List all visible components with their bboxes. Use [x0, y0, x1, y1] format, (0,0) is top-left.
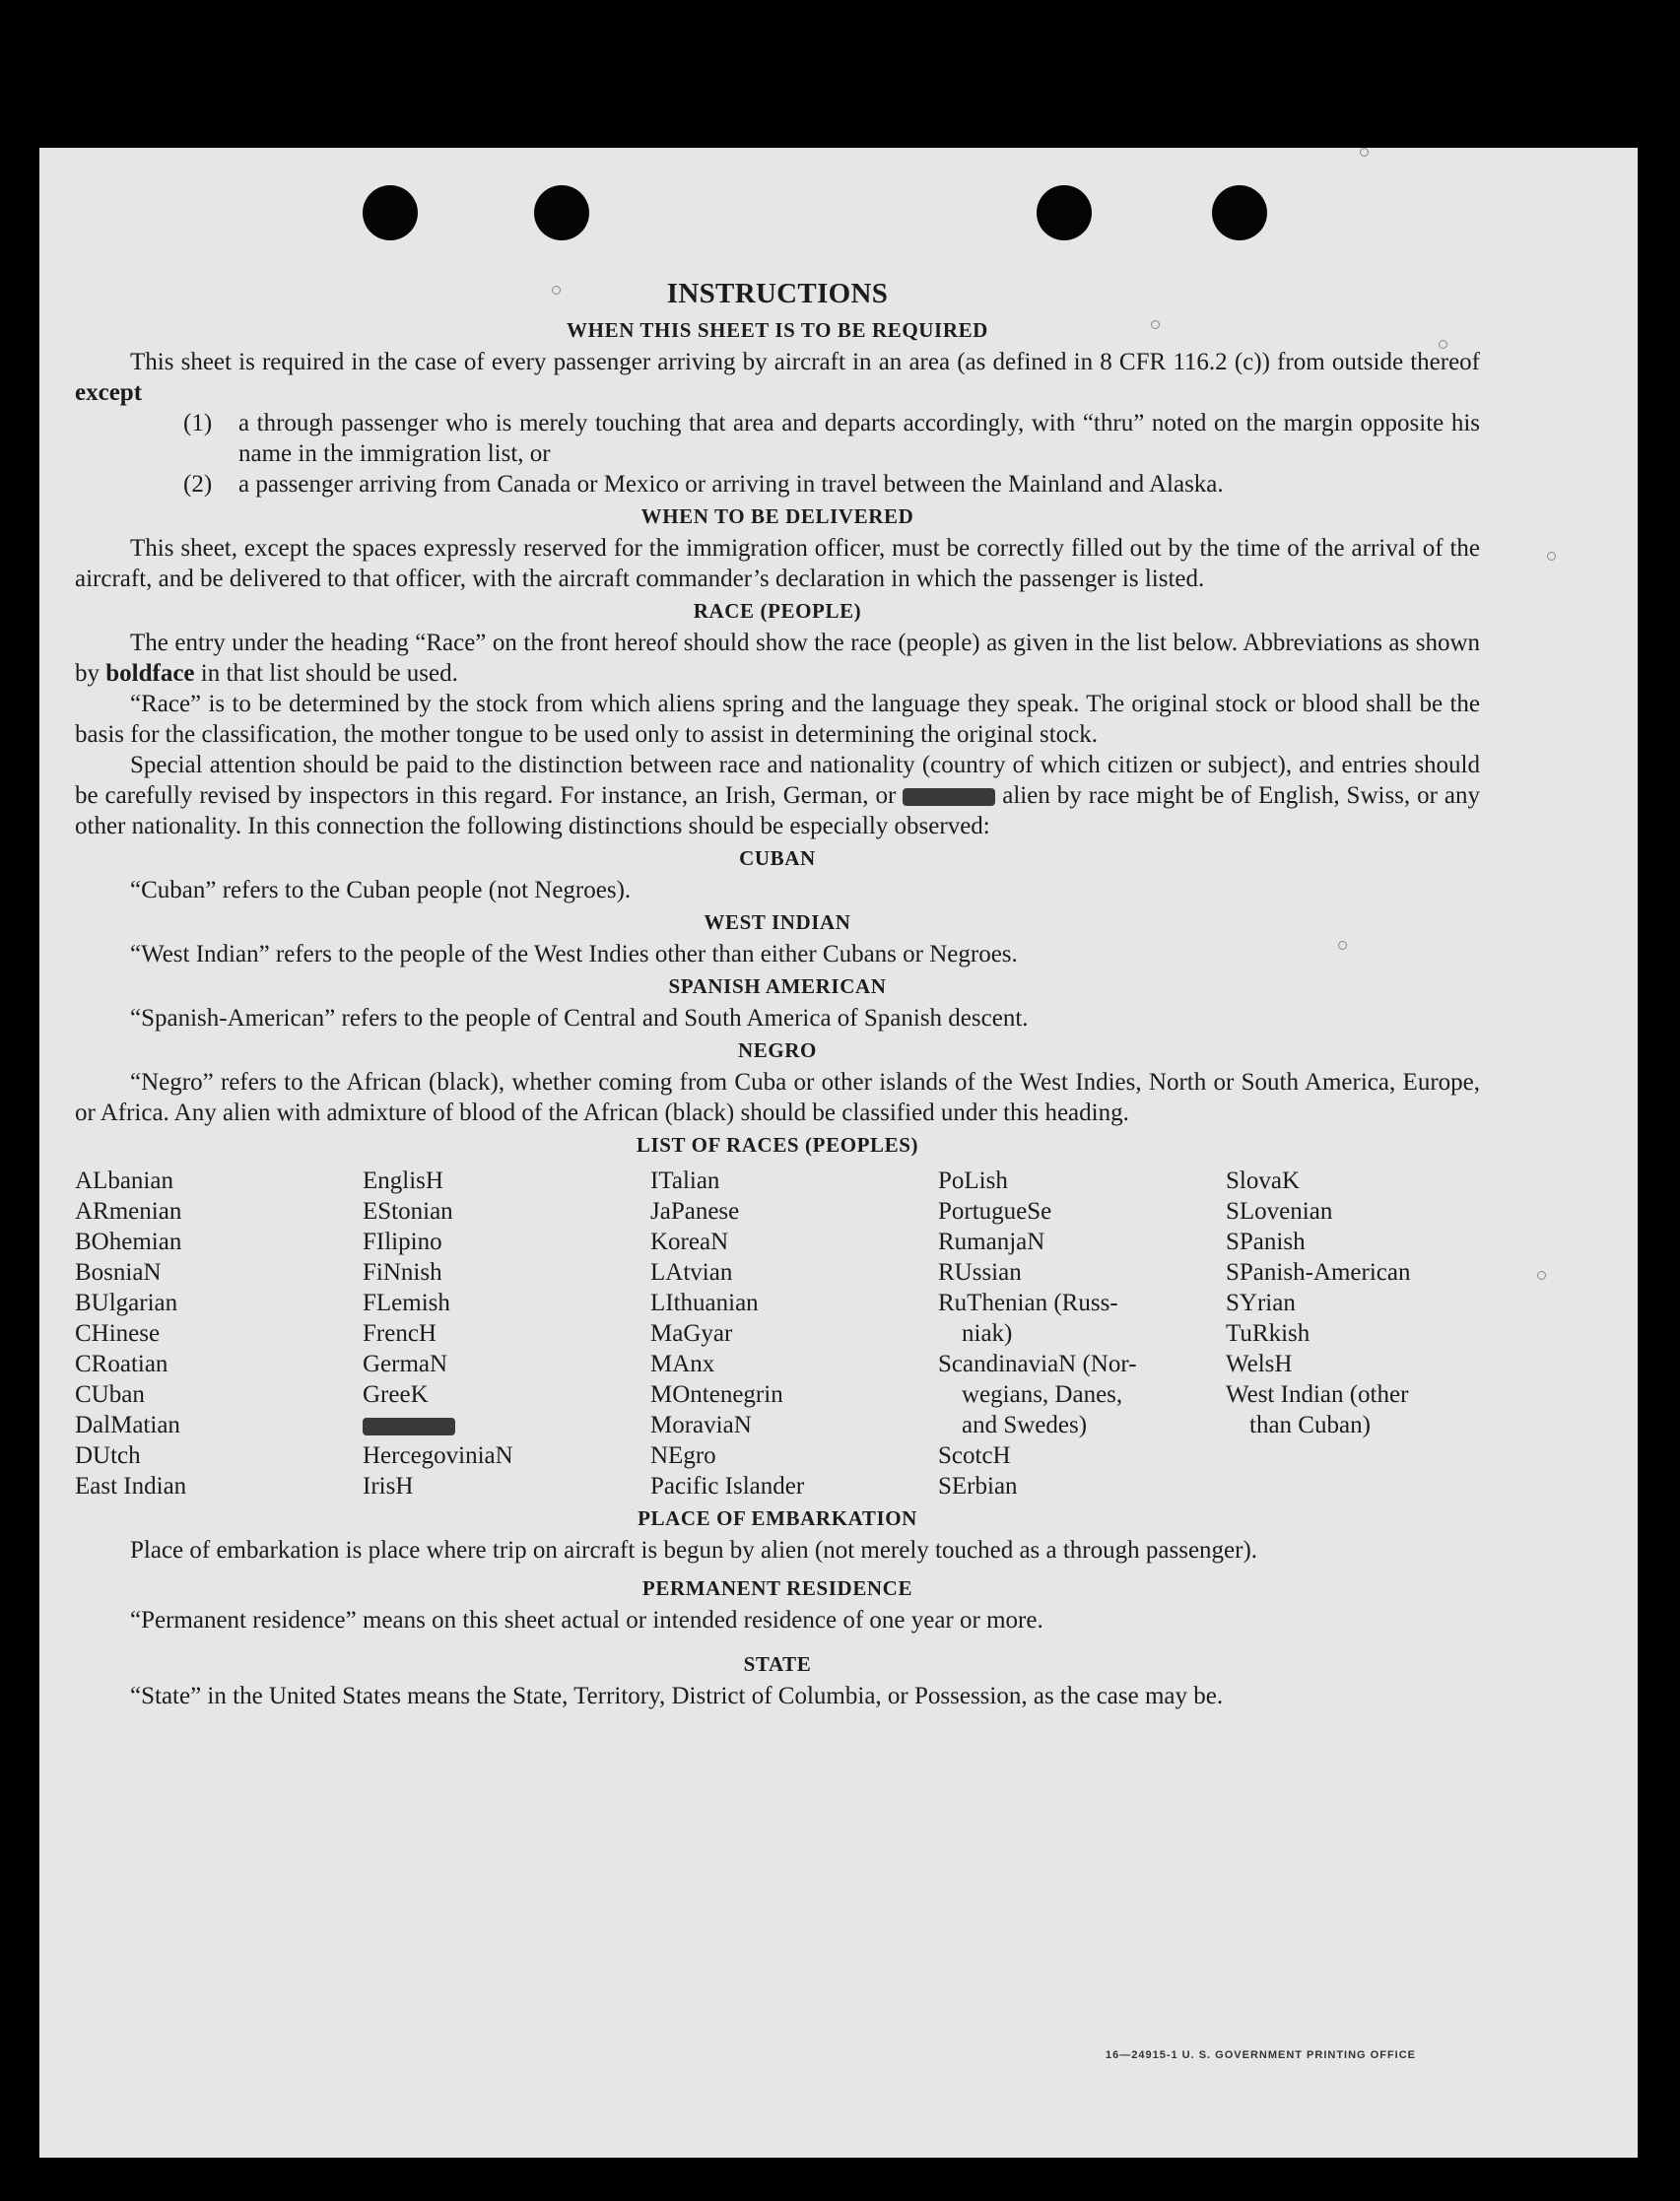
cuban-text: “Cuban” refers to the Cuban people (not Negroes). — [130, 877, 632, 903]
race-entry: MoraviaN — [650, 1412, 752, 1438]
race-entry: CHinese — [75, 1320, 161, 1347]
race-entry: ScotcH — [938, 1442, 1011, 1469]
race-entry: FLemish — [363, 1290, 450, 1316]
race-entry: HercegoviniaN — [363, 1442, 513, 1469]
race-entry: NEgro — [650, 1442, 716, 1469]
race-entry: RumanjaN — [938, 1229, 1045, 1255]
race-entry-redacted — [363, 1410, 650, 1440]
state-text: “State” in the United States means the State, Territory, District of Columbia, or Possession, as the case may be. — [130, 1683, 1224, 1709]
race-entry: SPanish-American — [1226, 1259, 1411, 1286]
race-entry: MOntenegrin — [650, 1381, 783, 1408]
race-entry: PoLish — [938, 1167, 1008, 1194]
race-entry: DUtch — [75, 1442, 141, 1469]
document-sheet — [39, 148, 1638, 2158]
race-entry: CUban — [75, 1381, 145, 1408]
race-entry: ScandinaviaN (Nor- — [938, 1351, 1137, 1377]
race-entry: Pacific Islander — [650, 1473, 805, 1500]
races-column — [1226, 1166, 1480, 1501]
punch-hole — [534, 185, 589, 240]
races-column — [363, 1166, 650, 1501]
race-paragraph: The entry under the heading “Race” on the front hereof should show the race (people) as given in the list below. Abbreviations as shown by boldface in that list should be used. — [75, 630, 1480, 687]
section-heading: SPANISH AMERICAN — [668, 974, 887, 998]
race-entry: wegians, Danes, — [962, 1381, 1123, 1408]
section-heading: WHEN THIS SHEET IS TO BE REQUIRED — [567, 318, 988, 342]
race-entry: FiNnish — [363, 1259, 442, 1286]
races-column — [650, 1166, 938, 1501]
race-entry: IrisH — [363, 1473, 414, 1500]
race-entry: LIthuanian — [650, 1290, 759, 1316]
race-entry: DalMatian — [75, 1412, 180, 1438]
races-list — [75, 1166, 1480, 1501]
section-heading: RACE (PEOPLE) — [693, 599, 862, 623]
race-paragraph: Special attention should be paid to the distinction between race and nationality (country of which citizen or subject), and entries should be carefully revised by inspectors in this regard. For instance, an Irish, German, or alien by race might be of English, Swiss, or any other nationality. In this connection the following distinctions should be especially observed: — [75, 752, 1481, 839]
section-heading: PLACE OF EMBARKATION — [638, 1506, 917, 1530]
race-entry: FIlipino — [363, 1229, 442, 1255]
race-entry: RuThenian (Russ- — [938, 1290, 1118, 1316]
race-entry: MaGyar — [650, 1320, 733, 1347]
section-heading: PERMANENT RESIDENCE — [641, 1576, 913, 1600]
race-entry: SlovaK — [1226, 1167, 1300, 1194]
west-indian-text: “West Indian” refers to the people of the West Indies other than either Cubans or Negroes. — [130, 941, 1018, 967]
spanish-american-text: “Spanish-American” refers to the people of Central and South America of Spanish descent. — [130, 1005, 1029, 1032]
race-entry: than Cuban) — [1249, 1412, 1371, 1438]
punch-hole — [1037, 185, 1092, 240]
residence-text: “Permanent residence” means on this sheet actual or intended residence of one year or more. — [130, 1607, 1043, 1634]
race-paragraph: “Race” is to be determined by the stock from which aliens spring and the language they speak. The original stock or blood shall be the basis for the classification, the mother tongue to be used only to assist in determining the original stock. — [75, 691, 1480, 748]
race-entry: East Indian — [75, 1473, 187, 1500]
race-entry: ALbanian — [75, 1167, 173, 1194]
race-entry: EStonian — [363, 1198, 453, 1225]
race-entry: SYrian — [1226, 1290, 1296, 1316]
race-entry: PortugueSe — [938, 1198, 1052, 1225]
exception-item: (2) a passenger arriving from Canada or Mexico or arriving in travel between the Mainland and Alaska. — [183, 471, 1224, 498]
negro-text: “Negro” refers to the African (black), whether coming from Cuba or other islands of the West Indies, North or South America, Europe, or Africa. Any alien with admixture of blood of the African (black) should be classified under this heading. — [75, 1069, 1480, 1126]
race-entry: RUssian — [938, 1259, 1022, 1286]
instructions-content — [75, 276, 1480, 1711]
race-entry: BUlgarian — [75, 1290, 178, 1316]
redaction-smudge — [903, 788, 995, 806]
page-title: INSTRUCTIONS — [666, 278, 889, 309]
section-heading: NEGRO — [737, 1038, 817, 1062]
race-entry: BosniaN — [75, 1259, 162, 1286]
race-entry: and Swedes) — [962, 1412, 1088, 1438]
race-entry: GermaN — [363, 1351, 448, 1377]
when-required-intro: This sheet is required in the case of every passenger arriving by aircraft in an area (as defined in 8 CFR 116.2 (c)) from outside thereof except — [75, 349, 1480, 406]
punch-hole — [1212, 185, 1267, 240]
race-entry: SErbian — [938, 1473, 1018, 1500]
race-entry: JaPanese — [650, 1198, 740, 1225]
race-entry: MAnx — [650, 1351, 715, 1377]
race-entry: SPanish — [1226, 1229, 1306, 1255]
races-column — [938, 1166, 1226, 1501]
punch-hole — [363, 185, 418, 240]
races-column — [75, 1166, 363, 1501]
race-entry: ITalian — [650, 1167, 720, 1194]
race-entry: niak) — [962, 1320, 1013, 1347]
race-entry: WelsH — [1226, 1351, 1293, 1377]
race-entry: GreeK — [363, 1381, 429, 1408]
race-entry: LAtvian — [650, 1259, 733, 1286]
redaction-smudge — [363, 1418, 455, 1435]
race-entry: KoreaN — [650, 1229, 729, 1255]
race-entry: FrencH — [363, 1320, 437, 1347]
when-delivered-text: This sheet, except the spaces expressly reserved for the immigration officer, must be correctly filled out by the time of the arrival of the aircraft, and be delivered to that officer, with the aircraft commander’s declaration in which the passenger is listed. — [75, 535, 1480, 592]
race-entry: CRoatian — [75, 1351, 168, 1377]
printing-office-code: 16—24915-1 U. S. GOVERNMENT PRINTING OFFICE — [1106, 2049, 1417, 2061]
race-entry: West Indian (other — [1226, 1381, 1409, 1408]
race-entry: ARmenian — [75, 1198, 182, 1225]
section-heading: WHEN TO BE DELIVERED — [640, 504, 914, 528]
race-entry: EnglisH — [363, 1167, 443, 1194]
race-entry: BOhemian — [75, 1229, 182, 1255]
exception-item: (1) a through passenger who is merely touching that area and departs accordingly, with “thru” noted on the margin opposite his name in the immigration list, or — [183, 410, 1480, 467]
race-entry: SLovenian — [1226, 1198, 1333, 1225]
section-heading: LIST OF RACES (PEOPLES) — [636, 1133, 919, 1157]
embarkation-text: Place of embarkation is place where trip on aircraft is begun by alien (not merely touched as a through passenger). — [130, 1537, 1258, 1564]
section-heading: WEST INDIAN — [704, 910, 851, 934]
race-entry: TuRkish — [1226, 1320, 1310, 1347]
section-heading: STATE — [743, 1652, 812, 1676]
section-heading: CUBAN — [739, 846, 816, 870]
